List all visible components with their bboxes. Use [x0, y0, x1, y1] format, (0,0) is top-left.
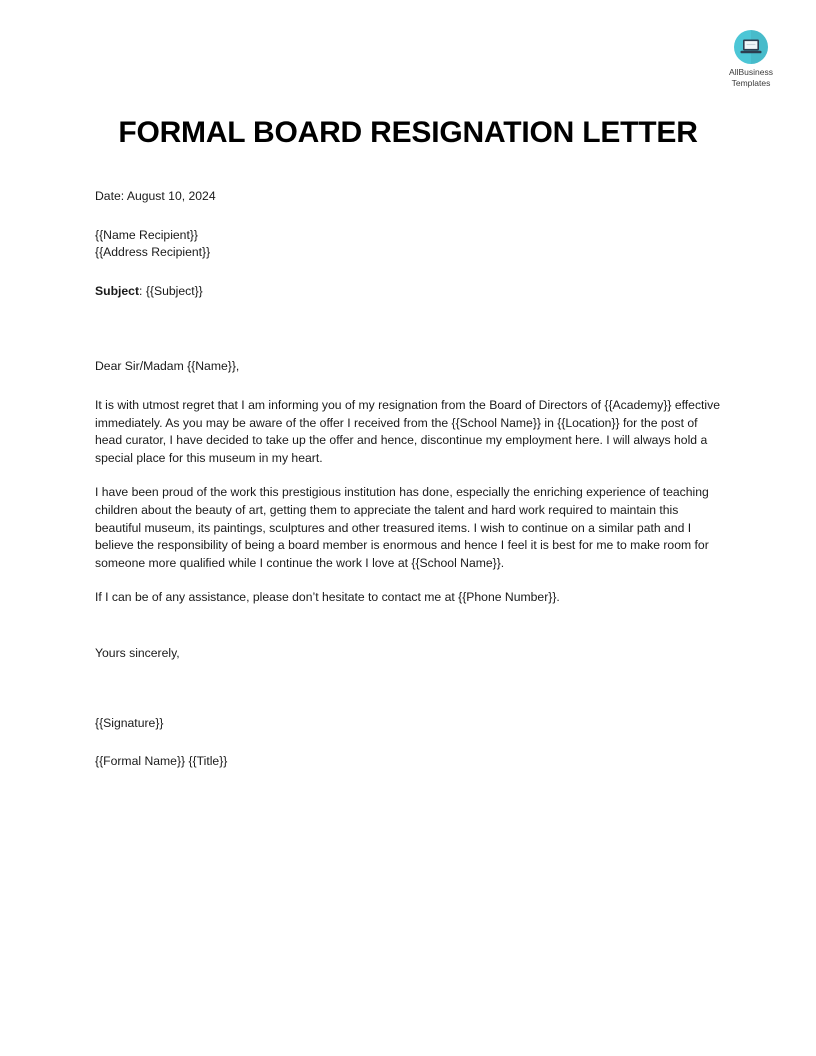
- page-title: FORMAL BOARD RESIGNATION LETTER: [118, 116, 698, 149]
- spacer: [95, 300, 723, 358]
- subject-value: {{Subject}}: [145, 283, 203, 298]
- brand-name-line1: AllBusiness: [729, 67, 773, 77]
- spacer: [95, 206, 723, 227]
- signature-placeholder: {{Signature}}: [95, 715, 164, 730]
- name-title-line: {{Formal Name}} {{Title}}: [95, 754, 228, 769]
- salutation: Dear Sir/Madam {{Name}},: [95, 359, 240, 374]
- closing: Yours sincerely,: [95, 645, 180, 660]
- recipient-block: [95, 227, 723, 262]
- subject-label: Subject: [95, 283, 140, 298]
- laptop-icon: [734, 30, 768, 64]
- spacer: [95, 663, 723, 715]
- letter-body: [95, 188, 723, 771]
- date-line: Date: August 10, 2024: [95, 189, 216, 203]
- paragraph-1: It is with utmost regret that I am informing you of my resignation from the Board of Directors of {{Academy}} effective immediately. As you may be aware of the offer I received from the {{School Name}} in {{Location}} for the post of head curator, I have decided to take up the offer and hence, discontinue my employment here. I will always hold a special place for this museum in my heart.: [95, 397, 721, 465]
- brand-logo: [708, 30, 794, 88]
- subject-separator: :: [139, 283, 146, 298]
- spacer: [95, 262, 723, 283]
- spacer: [95, 732, 723, 753]
- recipient-name: {{Name Recipient}}: [95, 227, 198, 242]
- brand-name-line2: Templates: [731, 77, 771, 88]
- recipient-address: {{Address Recipient}}: [95, 245, 211, 260]
- spacer: [95, 624, 723, 645]
- paragraph-3: If I can be of any assistance, please don’t hesitate to contact me at {{Phone Number}}.: [95, 590, 560, 605]
- paragraph-2: I have been proud of the work this prestigious institution has done, especially the enriching experience of teaching children about the beauty of art, getting them to appreciate the talent and hard work required to maintain this beautiful museum, its paintings, sculptures and other treasured items. I wish to continue on a similar path and I believe the responsibility of being a board member is enormous and hence I feel it is best for me to make room for someone more qualified while I continue the work I love at {{School Name}}.: [95, 485, 709, 570]
- subject-line: [95, 283, 723, 301]
- spacer: [95, 376, 723, 397]
- brand-name: [708, 67, 794, 88]
- laptop-glyph: [740, 39, 762, 56]
